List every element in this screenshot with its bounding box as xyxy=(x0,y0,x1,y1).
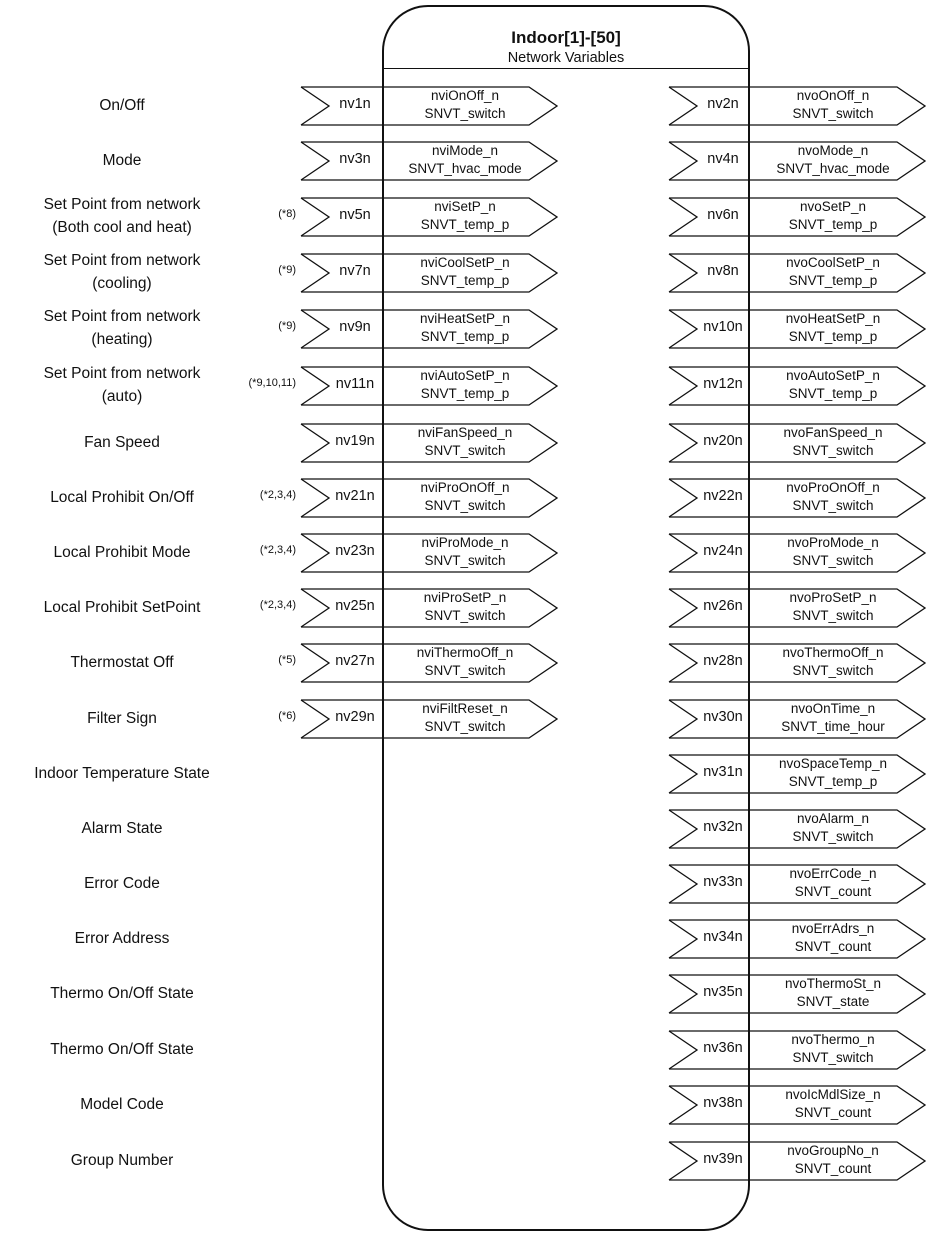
output-variable-arrow xyxy=(668,86,924,124)
row-label xyxy=(0,982,244,1005)
block-subtitle: Network Variables xyxy=(507,50,625,66)
variable-name xyxy=(750,479,916,515)
variable-type: SNVT_temp_p xyxy=(788,329,878,344)
variable-index: nv35n xyxy=(703,984,743,1000)
variable-type: SNVT_temp_p xyxy=(788,386,878,401)
variable-index: nv26n xyxy=(703,598,743,614)
variable-index: nv19n xyxy=(335,433,375,449)
variable-index: nv20n xyxy=(703,433,743,449)
output-variable-arrow xyxy=(668,197,924,235)
input-variable-arrow xyxy=(300,699,556,737)
variable-identifier: nviCoolSetP_n xyxy=(420,255,510,270)
variable-type: SNVT_temp_p xyxy=(788,273,878,288)
output-variable-arrow xyxy=(668,809,924,847)
variable-identifier: nviProSetP_n xyxy=(423,590,507,605)
variable-name xyxy=(382,198,548,234)
variable-index: nv34n xyxy=(703,929,743,945)
footnote-ref: (*2,3,4) xyxy=(259,599,296,611)
variable-identifier: nviAutoSetP_n xyxy=(420,368,510,383)
variable-identifier: nvoThermo_n xyxy=(791,1032,875,1047)
output-variable-arrow xyxy=(668,919,924,957)
variable-index: nv30n xyxy=(703,709,743,725)
variable-name xyxy=(750,589,916,625)
variable-identifier: nvoOnTime_n xyxy=(790,701,876,716)
row-label xyxy=(0,596,244,619)
output-variable-arrow xyxy=(668,864,924,902)
variable-index: nv31n xyxy=(703,764,743,780)
row-label-line: (cooling) xyxy=(92,275,152,292)
output-variable-arrow xyxy=(668,1141,924,1179)
row-label-line: Group Number xyxy=(70,1151,174,1169)
row-label xyxy=(0,305,244,351)
variable-name xyxy=(382,589,548,625)
variable-name xyxy=(750,700,916,736)
input-variable-arrow xyxy=(300,366,556,404)
row-label-line: Filter Sign xyxy=(87,709,157,727)
footnote-ref: (*2,3,4) xyxy=(259,544,296,556)
row-label-line: Alarm State xyxy=(81,819,163,837)
variable-index: nv6n xyxy=(707,207,739,223)
variable-type: SNVT_switch xyxy=(792,608,874,623)
variable-identifier: nvoSetP_n xyxy=(799,199,867,214)
output-variable-arrow xyxy=(668,754,924,792)
variable-type: SNVT_switch xyxy=(792,1050,874,1065)
row-label xyxy=(0,149,244,172)
row-label-line: Model Code xyxy=(80,1095,164,1113)
variable-type: SNVT_temp_p xyxy=(420,329,510,344)
footnote-ref: (*8) xyxy=(278,208,296,220)
input-variable-arrow xyxy=(300,478,556,516)
input-variable-arrow xyxy=(300,423,556,461)
variable-name xyxy=(750,198,916,234)
row-label xyxy=(0,1149,244,1172)
row-label-line: Local Prohibit On/Off xyxy=(50,488,194,506)
variable-identifier: nviFiltReset_n xyxy=(422,701,508,716)
variable-name xyxy=(382,479,548,515)
variable-index: nv3n xyxy=(339,151,371,167)
output-variable-arrow xyxy=(668,366,924,404)
row-label-line: Set Point from network xyxy=(43,365,201,382)
output-variable-arrow xyxy=(668,141,924,179)
row-label xyxy=(0,651,244,674)
variable-type: SNVT_state xyxy=(796,994,870,1009)
row-label-line: Thermo On/Off State xyxy=(50,1040,194,1058)
variable-name xyxy=(750,534,916,570)
variable-type: SNVT_temp_p xyxy=(420,217,510,232)
output-variable-arrow xyxy=(668,253,924,291)
output-variable-arrow xyxy=(668,974,924,1012)
variable-type: SNVT_hvac_mode xyxy=(776,161,890,176)
variable-index: nv22n xyxy=(703,488,743,504)
variable-name xyxy=(382,534,548,570)
variable-type: SNVT_hvac_mode xyxy=(408,161,522,176)
variable-type: SNVT_switch xyxy=(424,719,506,734)
variable-type: SNVT_switch xyxy=(792,663,874,678)
variable-index: nv12n xyxy=(703,376,743,392)
row-label-line: (heating) xyxy=(91,331,153,348)
output-variable-arrow xyxy=(668,309,924,347)
variable-name xyxy=(750,424,916,460)
variable-type: SNVT_temp_p xyxy=(788,217,878,232)
variable-identifier: nviSetP_n xyxy=(434,199,496,214)
variable-index: nv32n xyxy=(703,819,743,835)
input-variable-arrow xyxy=(300,533,556,571)
variable-identifier: nviOnOff_n xyxy=(430,88,500,103)
variable-identifier: nvoCoolSetP_n xyxy=(786,255,880,270)
variable-name xyxy=(382,700,548,736)
variable-name xyxy=(750,142,916,178)
footnote-ref: (*2,3,4) xyxy=(259,489,296,501)
variable-identifier: nvoGroupNo_n xyxy=(787,1143,879,1158)
variable-type: SNVT_switch xyxy=(424,106,506,121)
variable-identifier: nvoProSetP_n xyxy=(789,590,877,605)
row-label xyxy=(0,1093,244,1116)
variable-identifier: nvoThermoSt_n xyxy=(784,976,882,991)
variable-name xyxy=(750,755,916,791)
row-label xyxy=(0,193,244,239)
variable-identifier: nviHeatSetP_n xyxy=(419,311,511,326)
row-label-line: (auto) xyxy=(101,388,143,405)
variable-type: SNVT_count xyxy=(794,884,872,899)
variable-identifier: nvoAutoSetP_n xyxy=(786,368,880,383)
output-variable-arrow xyxy=(668,643,924,681)
header-divider xyxy=(383,68,749,69)
variable-type: SNVT_count xyxy=(794,939,872,954)
variable-type: SNVT_switch xyxy=(424,608,506,623)
variable-identifier: nvoAlarm_n xyxy=(796,811,870,826)
row-label-line: Error Address xyxy=(74,929,170,947)
variable-identifier: nvoErrAdrs_n xyxy=(791,921,875,936)
row-label xyxy=(0,817,244,840)
variable-type: SNVT_count xyxy=(794,1105,872,1120)
variable-index: nv5n xyxy=(339,207,371,223)
variable-type: SNVT_temp_p xyxy=(420,386,510,401)
variable-name xyxy=(750,1031,916,1067)
row-label xyxy=(0,927,244,950)
output-variable-arrow xyxy=(668,533,924,571)
row-label-line: Local Prohibit Mode xyxy=(53,543,191,561)
input-variable-arrow xyxy=(300,197,556,235)
variable-name xyxy=(750,87,916,123)
input-variable-arrow xyxy=(300,141,556,179)
variable-name xyxy=(750,1086,916,1122)
row-label xyxy=(0,486,244,509)
variable-identifier: nvoMode_n xyxy=(797,143,869,158)
variable-type: SNVT_switch xyxy=(424,663,506,678)
row-label xyxy=(0,249,244,295)
variable-index: nv27n xyxy=(335,653,375,669)
variable-type: SNVT_switch xyxy=(792,443,874,458)
row-label-line: (Both cool and heat) xyxy=(52,219,192,236)
row-label-line: Thermo On/Off State xyxy=(50,984,194,1002)
variable-index: nv24n xyxy=(703,543,743,559)
input-variable-arrow xyxy=(300,86,556,124)
variable-identifier: nvoThermoOff_n xyxy=(782,645,884,660)
output-variable-arrow xyxy=(668,588,924,626)
row-label xyxy=(0,762,244,785)
footnote-ref: (*9,10,11) xyxy=(248,377,296,389)
variable-type: SNVT_temp_p xyxy=(420,273,510,288)
row-label xyxy=(0,94,244,117)
variable-name xyxy=(382,87,548,123)
variable-name xyxy=(750,1142,916,1178)
input-variable-arrow xyxy=(300,253,556,291)
variable-name xyxy=(382,424,548,460)
variable-index: nv33n xyxy=(703,874,743,890)
variable-name xyxy=(750,975,916,1011)
variable-index: nv4n xyxy=(707,151,739,167)
variable-index: nv38n xyxy=(703,1095,743,1111)
input-variable-arrow xyxy=(300,643,556,681)
variable-type: SNVT_count xyxy=(794,1161,872,1176)
footnote-ref: (*9) xyxy=(278,320,296,332)
row-label xyxy=(0,707,244,730)
variable-identifier: nviProOnOff_n xyxy=(420,480,510,495)
row-label-line: On/Off xyxy=(99,96,145,114)
variable-type: SNVT_switch xyxy=(792,553,874,568)
variable-index: nv8n xyxy=(707,263,739,279)
footnote-ref: (*6) xyxy=(278,710,296,722)
variable-name xyxy=(750,367,916,403)
variable-index: nv7n xyxy=(339,263,371,279)
variable-identifier: nvoSpaceTemp_n xyxy=(778,756,888,771)
variable-type: SNVT_switch xyxy=(792,498,874,513)
variable-name xyxy=(382,367,548,403)
variable-identifier: nviFanSpeed_n xyxy=(417,425,513,440)
variable-identifier: nvoProMode_n xyxy=(787,535,879,550)
row-label xyxy=(0,872,244,895)
row-label-line: Set Point from network xyxy=(43,308,201,325)
input-variable-arrow xyxy=(300,588,556,626)
variable-type: SNVT_switch xyxy=(792,829,874,844)
variable-name xyxy=(382,310,548,346)
row-label-line: Set Point from network xyxy=(43,252,201,269)
variable-index: nv23n xyxy=(335,543,375,559)
variable-identifier: nvoProOnOff_n xyxy=(786,480,880,495)
output-variable-arrow xyxy=(668,423,924,461)
row-label-line: Error Code xyxy=(84,874,160,892)
variable-name xyxy=(750,810,916,846)
variable-type: SNVT_switch xyxy=(424,498,506,513)
row-label xyxy=(0,362,244,408)
output-variable-arrow xyxy=(668,478,924,516)
row-label-line: Fan Speed xyxy=(84,433,160,451)
variable-index: nv10n xyxy=(703,319,743,335)
footnote-ref: (*9) xyxy=(278,264,296,276)
variable-identifier: nvoOnOff_n xyxy=(796,88,870,103)
variable-index: nv29n xyxy=(335,709,375,725)
variable-index: nv2n xyxy=(707,96,739,112)
variable-name xyxy=(382,254,548,290)
variable-identifier: nvoFanSpeed_n xyxy=(783,425,883,440)
variable-type: SNVT_temp_p xyxy=(788,774,878,789)
input-variable-arrow xyxy=(300,309,556,347)
variable-index: nv28n xyxy=(703,653,743,669)
variable-type: SNVT_switch xyxy=(424,553,506,568)
row-label xyxy=(0,1038,244,1061)
variable-index: nv1n xyxy=(339,96,371,112)
row-label-line: Local Prohibit SetPoint xyxy=(43,598,201,616)
variable-identifier: nvoErrCode_n xyxy=(789,866,877,881)
output-variable-arrow xyxy=(668,1085,924,1123)
row-label-line: Thermostat Off xyxy=(70,653,174,671)
row-label-line: Set Point from network xyxy=(43,196,201,213)
variable-index: nv36n xyxy=(703,1040,743,1056)
variable-identifier: nviProMode_n xyxy=(421,535,509,550)
variable-index: nv21n xyxy=(335,488,375,504)
footnote-ref: (*5) xyxy=(278,654,296,666)
output-variable-arrow xyxy=(668,1030,924,1068)
variable-identifier: nvoHeatSetP_n xyxy=(785,311,881,326)
variable-name xyxy=(750,644,916,680)
variable-index: nv11n xyxy=(335,376,375,392)
variable-identifier: nviThermoOff_n xyxy=(416,645,514,660)
variable-index: nv9n xyxy=(339,319,371,335)
block-title: Indoor[1]-[50] xyxy=(511,28,621,47)
row-label-line: Mode xyxy=(102,151,142,169)
variable-name xyxy=(750,920,916,956)
output-variable-arrow xyxy=(668,699,924,737)
variable-name xyxy=(382,142,548,178)
variable-name xyxy=(382,644,548,680)
variable-type: SNVT_switch xyxy=(792,106,874,121)
variable-index: nv25n xyxy=(335,598,375,614)
variable-identifier: nviMode_n xyxy=(431,143,499,158)
row-label xyxy=(0,541,244,564)
variable-name xyxy=(750,865,916,901)
variable-index: nv39n xyxy=(703,1151,743,1167)
variable-name xyxy=(750,310,916,346)
variable-type: SNVT_switch xyxy=(424,443,506,458)
variable-identifier: nvoIcMdlSize_n xyxy=(785,1087,881,1102)
variable-name xyxy=(750,254,916,290)
row-label xyxy=(0,431,244,454)
row-label-line: Indoor Temperature State xyxy=(34,764,210,782)
variable-type: SNVT_time_hour xyxy=(781,719,885,734)
